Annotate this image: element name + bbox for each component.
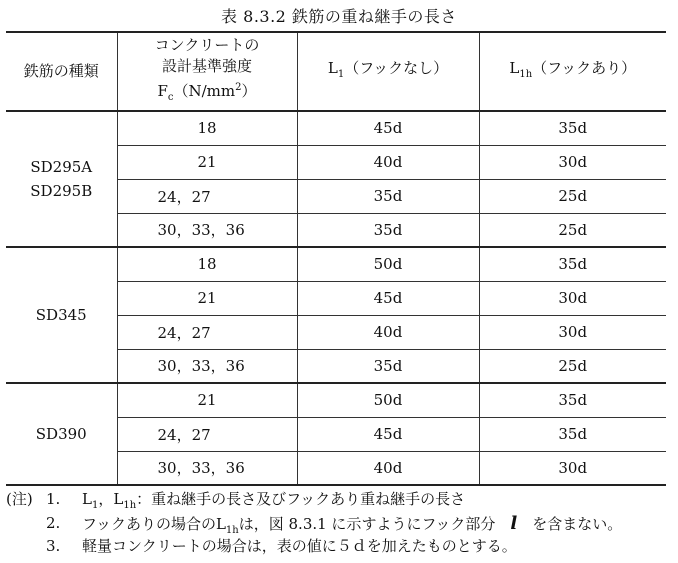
header-strength-line1: コンクリートの xyxy=(154,36,260,54)
l1h-cell: 25d xyxy=(479,213,666,247)
l1h-cell: 30d xyxy=(479,315,666,349)
lap-splice-length-table xyxy=(6,31,666,486)
l1h-cell: 35d xyxy=(479,111,666,145)
notes xyxy=(6,488,676,559)
l1h-cell: 35d xyxy=(479,383,666,417)
table-row xyxy=(6,247,666,281)
header-row xyxy=(6,32,666,111)
l1-cell: 40d xyxy=(297,451,479,485)
header-strength xyxy=(117,32,297,111)
l1h-cell: 30d xyxy=(479,451,666,485)
l1-cell: 50d xyxy=(297,383,479,417)
l1-cell: 40d xyxy=(297,315,479,349)
l1h-cell: 35d xyxy=(479,247,666,281)
l1h-cell: 25d xyxy=(479,179,666,213)
table-row xyxy=(6,383,666,417)
note-number: 1. xyxy=(46,490,61,508)
header-l1: $L_1$（フックなし） xyxy=(297,32,479,111)
l1-cell: 40d xyxy=(297,145,479,179)
table-title: 表 8.3.2 鉄筋の重ね継手の長さ xyxy=(221,7,457,26)
grade-cell-sd295: SD295A SD295B xyxy=(6,111,117,247)
l1-cell: 35d xyxy=(297,179,479,213)
strength-cell: 24，27 xyxy=(117,315,297,349)
strength-cell: 30，33，36 xyxy=(117,349,297,383)
strength-cell: 24，27 xyxy=(117,179,297,213)
l1h-cell: 30d xyxy=(479,145,666,179)
strength-cell: 21 xyxy=(117,383,297,417)
grade-cell-sd345: SD345 xyxy=(6,247,117,383)
l1h-cell: 30d xyxy=(479,281,666,315)
l1-cell: 45d xyxy=(297,281,479,315)
note-number: 3. xyxy=(46,537,61,555)
header-strength-unit: $F_c(N/mm^2)$ xyxy=(157,82,257,103)
header-grade: 鉄筋の種類 xyxy=(6,32,117,111)
strength-cell: 30，33，36 xyxy=(117,213,297,247)
note-2 xyxy=(6,512,676,536)
note-text: フックありの場合の$L_{1h}$は，図 8.3.1 に示すようにフック部分 l を含まない。 xyxy=(82,512,623,536)
note-text: 軽量コンクリートの場合は，表の値に５ｄを加えたものとする。 xyxy=(82,537,517,555)
strength-cell: 24，27 xyxy=(117,417,297,451)
strength-cell: 30，33，36 xyxy=(117,451,297,485)
table-row xyxy=(6,111,666,145)
grade-cell-sd390: SD390 xyxy=(6,383,117,485)
l1-cell: 35d xyxy=(297,349,479,383)
header-l1h: $L_{1h}$（フックあり） xyxy=(479,32,666,111)
note-number: 2. xyxy=(46,513,61,532)
note-3 xyxy=(6,535,676,559)
note-text: $L_1$，$L_{1h}$：重ね継手の長さ及びフックあり重ね継手の長さ xyxy=(82,490,466,511)
l1h-cell: 35d xyxy=(479,417,666,451)
note-1 xyxy=(6,488,676,512)
l1-cell: 50d xyxy=(297,247,479,281)
header-strength-line2: 設計基準強度 xyxy=(161,57,252,75)
strength-cell: 21 xyxy=(117,145,297,179)
l1-cell: 45d xyxy=(297,417,479,451)
strength-cell: 18 xyxy=(117,111,297,145)
l1-cell: 45d xyxy=(297,111,479,145)
note-prefix: (注) xyxy=(6,490,33,508)
l1-cell: 35d xyxy=(297,213,479,247)
strength-cell: 21 xyxy=(117,281,297,315)
l1h-cell: 25d xyxy=(479,349,666,383)
strength-cell: 18 xyxy=(117,247,297,281)
